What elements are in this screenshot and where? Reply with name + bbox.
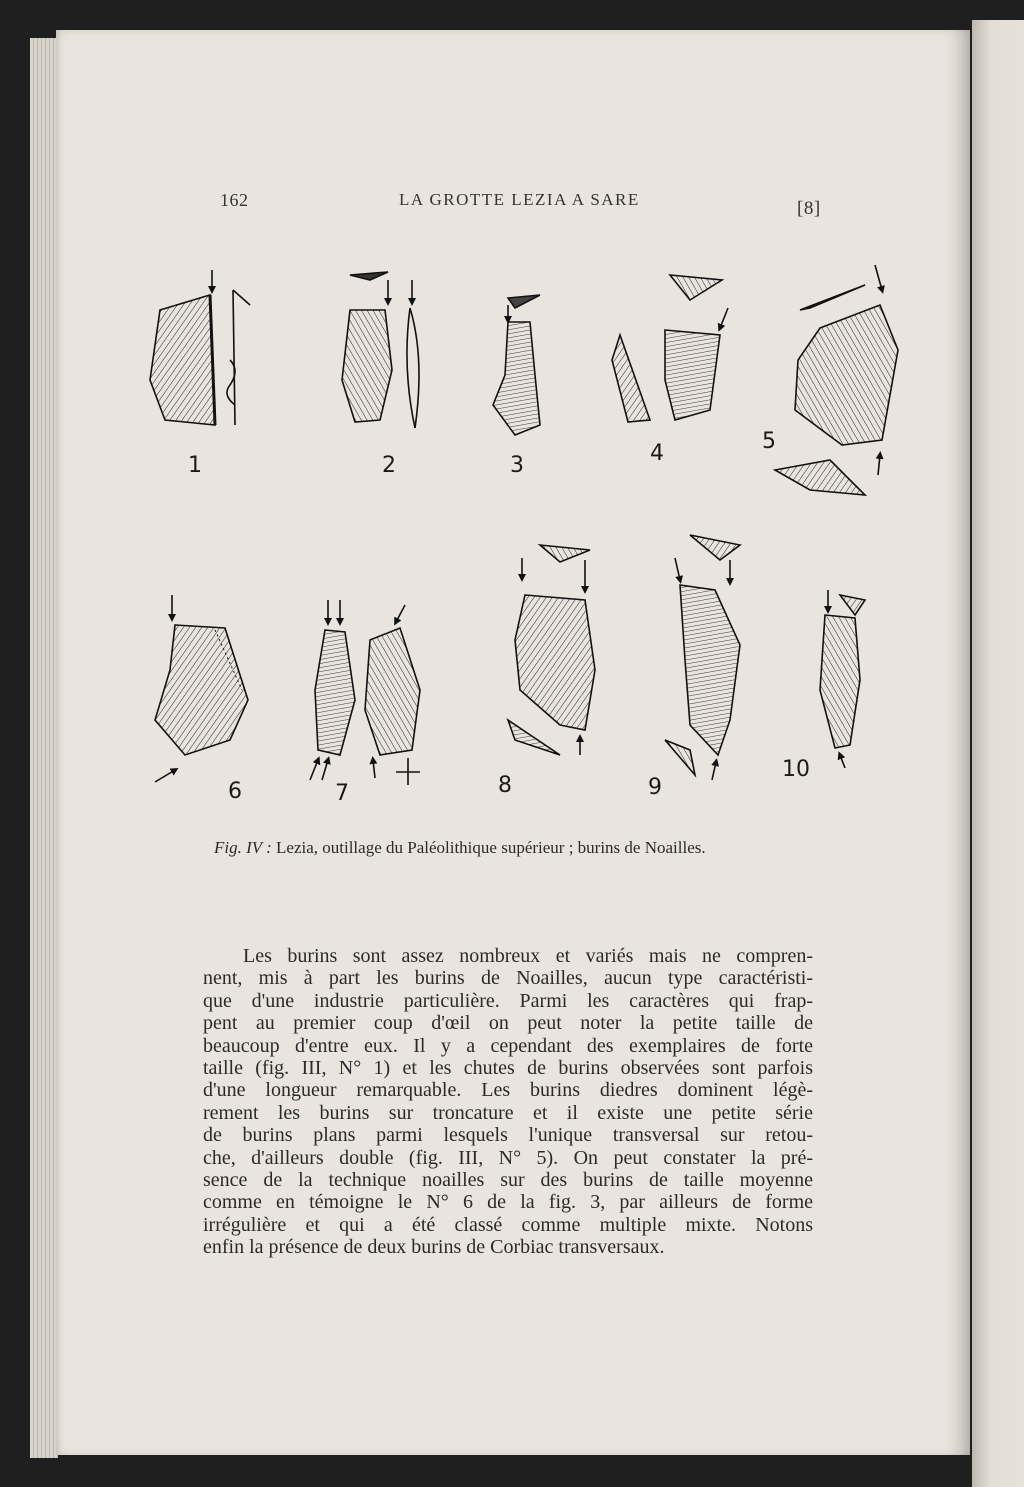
figure-number-3: 3: [510, 453, 524, 478]
paragraph-line: Les burins sont assez nombreux et variés mais ne compren-: [243, 945, 813, 967]
paragraph-line: comme en témoigne le N° 6 de la fig. 3, par ailleurs de forme: [203, 1191, 813, 1214]
paragraph-line: taille (fig. III, N° 1) et les chutes de burins observées sont parfois: [203, 1057, 813, 1080]
figure-number-10: 10: [782, 757, 810, 782]
running-title: LA GROTTE LEZIA A SARE: [399, 190, 640, 209]
burin-drawing-8: [508, 545, 595, 755]
burin-drawing-4: [612, 275, 728, 422]
figure-caption: [214, 838, 854, 858]
burin-drawing-2: [342, 272, 419, 428]
burin-drawing-6: [155, 595, 248, 782]
figure-number-2: 2: [382, 453, 396, 478]
page-number: 162: [220, 190, 249, 210]
paragraph-line: enfin la présence de deux burins de Corbiac transversaux.: [203, 1236, 665, 1259]
burin-drawing-3: [493, 295, 540, 435]
page-edges: [30, 38, 58, 1458]
burin-drawing-1: [150, 270, 250, 425]
burin-drawing-9: [665, 535, 740, 780]
figure-number-7: 7: [335, 781, 349, 806]
paragraph-line: che, d'ailleurs double (fig. III, N° 5). On peut constater la pré-: [203, 1146, 813, 1169]
paragraph-line: irrégulière et qui a été classé comme multiple mixte. Notons: [203, 1213, 813, 1236]
figure-label: Fig. IV :: [214, 838, 272, 857]
paragraph-line: rement les burins sur troncature et il existe une petite série: [203, 1101, 813, 1124]
figure-plate: [130, 250, 910, 810]
paragraph-line: nent, mis à part les burins de Noailles, aucun type caractéristi-: [203, 967, 813, 990]
paragraph-line: de burins plans parmi lesquels l'unique transversal sur retou-: [203, 1124, 813, 1147]
paragraph-line: d'une longueur remarquable. Les burins diedres dominent légè-: [203, 1079, 813, 1102]
paragraph-line: beaucoup d'entre eux. Il y a cependant des exemplaires de forte: [203, 1034, 813, 1057]
figure-number-8: 8: [498, 773, 512, 798]
figure-number-6: 6: [228, 779, 242, 804]
burin-drawings: [130, 250, 910, 810]
figure-number-4: 4: [650, 441, 664, 466]
paragraph-line: que d'une industrie particulière. Parmi les caractères qui frap-: [203, 989, 813, 1012]
figure-caption-text: Lezia, outillage du Paléolithique supérieur ; burins de Noailles.: [276, 838, 706, 857]
figure-number-1: 1: [188, 453, 202, 478]
body-paragraph: [203, 945, 813, 1259]
figure-number-9: 9: [648, 775, 662, 800]
burin-drawing-7: [310, 600, 420, 785]
burin-drawing-10: [820, 590, 865, 768]
facing-page-edge: [972, 20, 1024, 1487]
burin-drawing-5: [775, 265, 898, 495]
figure-number-5: 5: [762, 429, 776, 454]
section-reference: [8]: [797, 198, 821, 219]
paragraph-line: sence de la technique noailles sur des burins de taille moyenne: [203, 1169, 813, 1192]
paragraph-line: pent au premier coup d'œil on peut noter la petite taille de: [203, 1012, 813, 1035]
